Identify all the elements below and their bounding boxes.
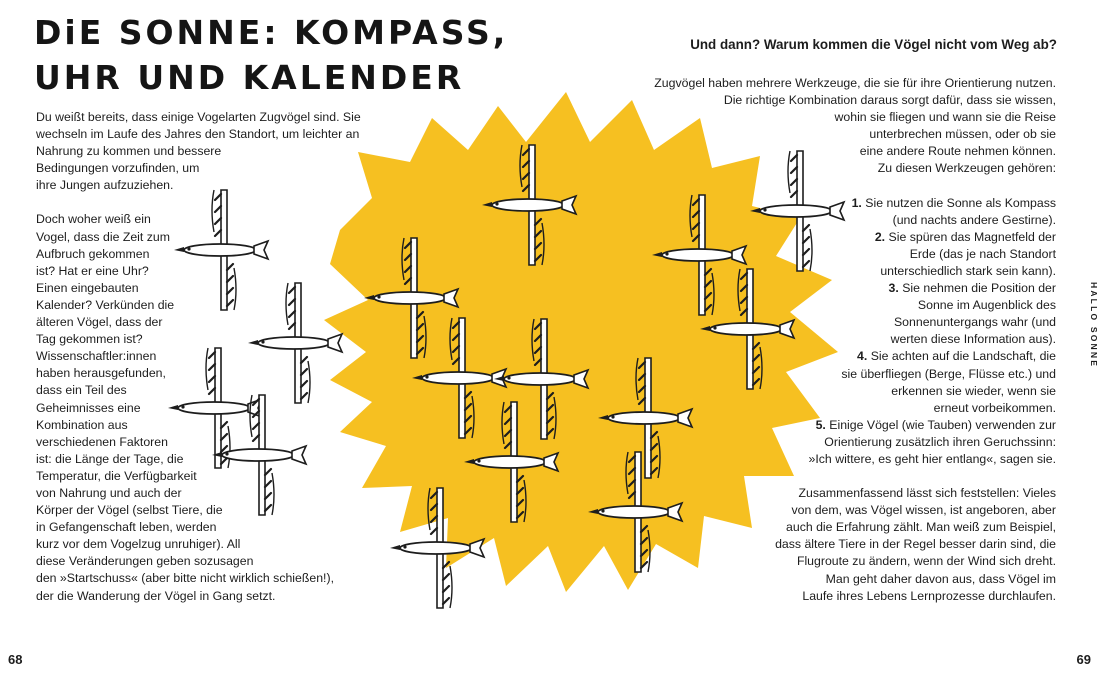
text-line: Einen eingebauten [36,280,139,295]
page-number-left: 68 [8,652,23,667]
title-line: UHR UND KALENDER [34,58,465,97]
text-line: ist: die Länge der Tage, die [36,451,184,466]
text-line: Bedingungen vorzufinden, um [36,161,200,176]
text-line: haben herausgefunden, [36,366,166,381]
text-line: Sonnenuntergangs wahr (und [893,315,1056,330]
text-line: unterbrechen müssen, oder ob sie [869,127,1056,142]
text-line: den »Startschuss« (aber bitte nicht wirklich schießen!), [36,571,334,586]
text-line: Zu diesen Werkzeugen gehören: [877,161,1056,176]
text-line: ist? Hat er eine Uhr? [36,263,149,278]
text-line: Nahrung zu kommen und bessere [36,144,222,159]
list-text: Einige Vögel (wie Tauben) verwenden zur [829,417,1056,432]
text-line: erkennen sie wieder, wenn sie [891,383,1056,398]
text-line: Aufbruch gekommen [36,246,150,261]
text-line: ihre Jungen aufzuziehen. [36,178,174,193]
list-item [636,417,1056,434]
text-line: Wissenschaftler:innen [36,349,157,364]
text-line: Orientierung zusätzlich ihren Geruchssinn: [824,434,1056,449]
text-line: Temperatur, die Verfügbarkeit [36,468,197,483]
text-line: von dem, was Vögel wissen, ist angeboren, aber [791,503,1056,518]
text-line: von Nahrung und auch der [36,485,182,500]
list-number: 4. [857,349,868,364]
text-line: verschiedenen Faktoren [36,434,168,449]
left-body-text [36,109,361,605]
text-line: (und nachts andere Gestirne). [892,212,1056,227]
text-line: dass ein Teil des [36,383,127,398]
text-line: Tag gekommen ist? [36,332,143,347]
text-line: älteren Vögel, dass der [36,315,163,330]
text-line: der die Wanderung der Vögel in Gang setzt. [36,588,276,603]
text-line: Erde (das je nach Standort [909,246,1056,261]
list-item [636,195,1056,212]
text-line: »Ich wittere, es geht hier entlang«, sagen sie. [808,451,1056,466]
list-number: 5. [815,417,826,432]
text-line: Die richtige Kombination daraus sorgt dafür, dass sie wissen, [723,93,1056,108]
list-number: 3. [888,281,899,296]
text-line: in Gefangenschaft leben, werden [36,520,217,535]
list-item [636,229,1056,246]
text-line: Du weißt bereits, dass einige Vogelarten Zugvögel sind. Sie [36,110,361,124]
list-item [636,348,1056,365]
text-line: diese Veränderungen geben sozusagen [36,554,254,569]
text-line: kurz vor dem Vogelzug unruhiger). All [36,537,241,552]
list-text: Sie spüren das Magnetfeld der [888,229,1056,244]
text-line: wechseln im Laufe des Jahres den Standort, um leichter an [36,127,360,142]
text-line: Flugroute zu ändern, wenn der Wind sich dreht. [796,554,1056,569]
text-line: Geheimnisses eine [36,400,141,415]
text-line: unterschiedlich stark sein kann). [880,263,1056,278]
title-line: DiE SONNE: KOMPASS, [34,13,509,52]
list-number: 1. [851,195,862,210]
text-line: Kalender? Verkünden die [36,297,175,312]
list-item [636,280,1056,297]
list-text: Sie nutzen die Sonne als Kompass [865,195,1056,210]
list-number: 2. [874,229,886,244]
right-body-text [636,75,1056,605]
text-line: werten diese Information aus). [890,332,1056,347]
text-line: wohin sie fliegen und wann sie die Reise [834,110,1056,125]
text-line: Vogel, dass die Zeit zum [36,229,170,244]
list-text: Sie achten auf die Landschaft, die [870,349,1056,364]
section-heading: Und dann? Warum kommen die Vögel nicht vom Weg ab? [690,37,1057,52]
text-line: Man geht daher davon aus, dass Vögel im [825,571,1056,586]
text-line: Doch woher weiß ein [36,212,151,227]
text-line: Sonne im Augenblick des [917,298,1056,313]
text-line: Zugvögel haben mehrere Werkzeuge, die sie für ihre Orientierung nutzen. [654,76,1056,90]
page-title [34,10,508,100]
text-line: Körper der Vögel (selbst Tiere, die [36,503,223,518]
text-line: sie überfliegen (Berge, Flüsse etc.) und [841,366,1056,381]
text-line: Kombination aus [36,417,128,432]
text-line: auch die Erfahrung zählt. Man weiß zum Beispiel, [786,520,1056,535]
page-number-right: 69 [1076,652,1091,667]
list-text: Sie nehmen die Position der [902,281,1056,296]
text-line: dass ältere Tiere in der Regel besser darin sind, die [775,537,1056,552]
text-line: Zusammenfassend lässt sich feststellen: Vieles [798,486,1056,501]
text-line: erneut vorbeikommen. [933,400,1056,415]
running-header: HALLO SONNE [1089,282,1099,369]
text-line: eine andere Route nehmen können. [859,144,1056,159]
text-line: Laufe ihres Lebens Lernprozesse durchlaufen. [802,588,1056,603]
